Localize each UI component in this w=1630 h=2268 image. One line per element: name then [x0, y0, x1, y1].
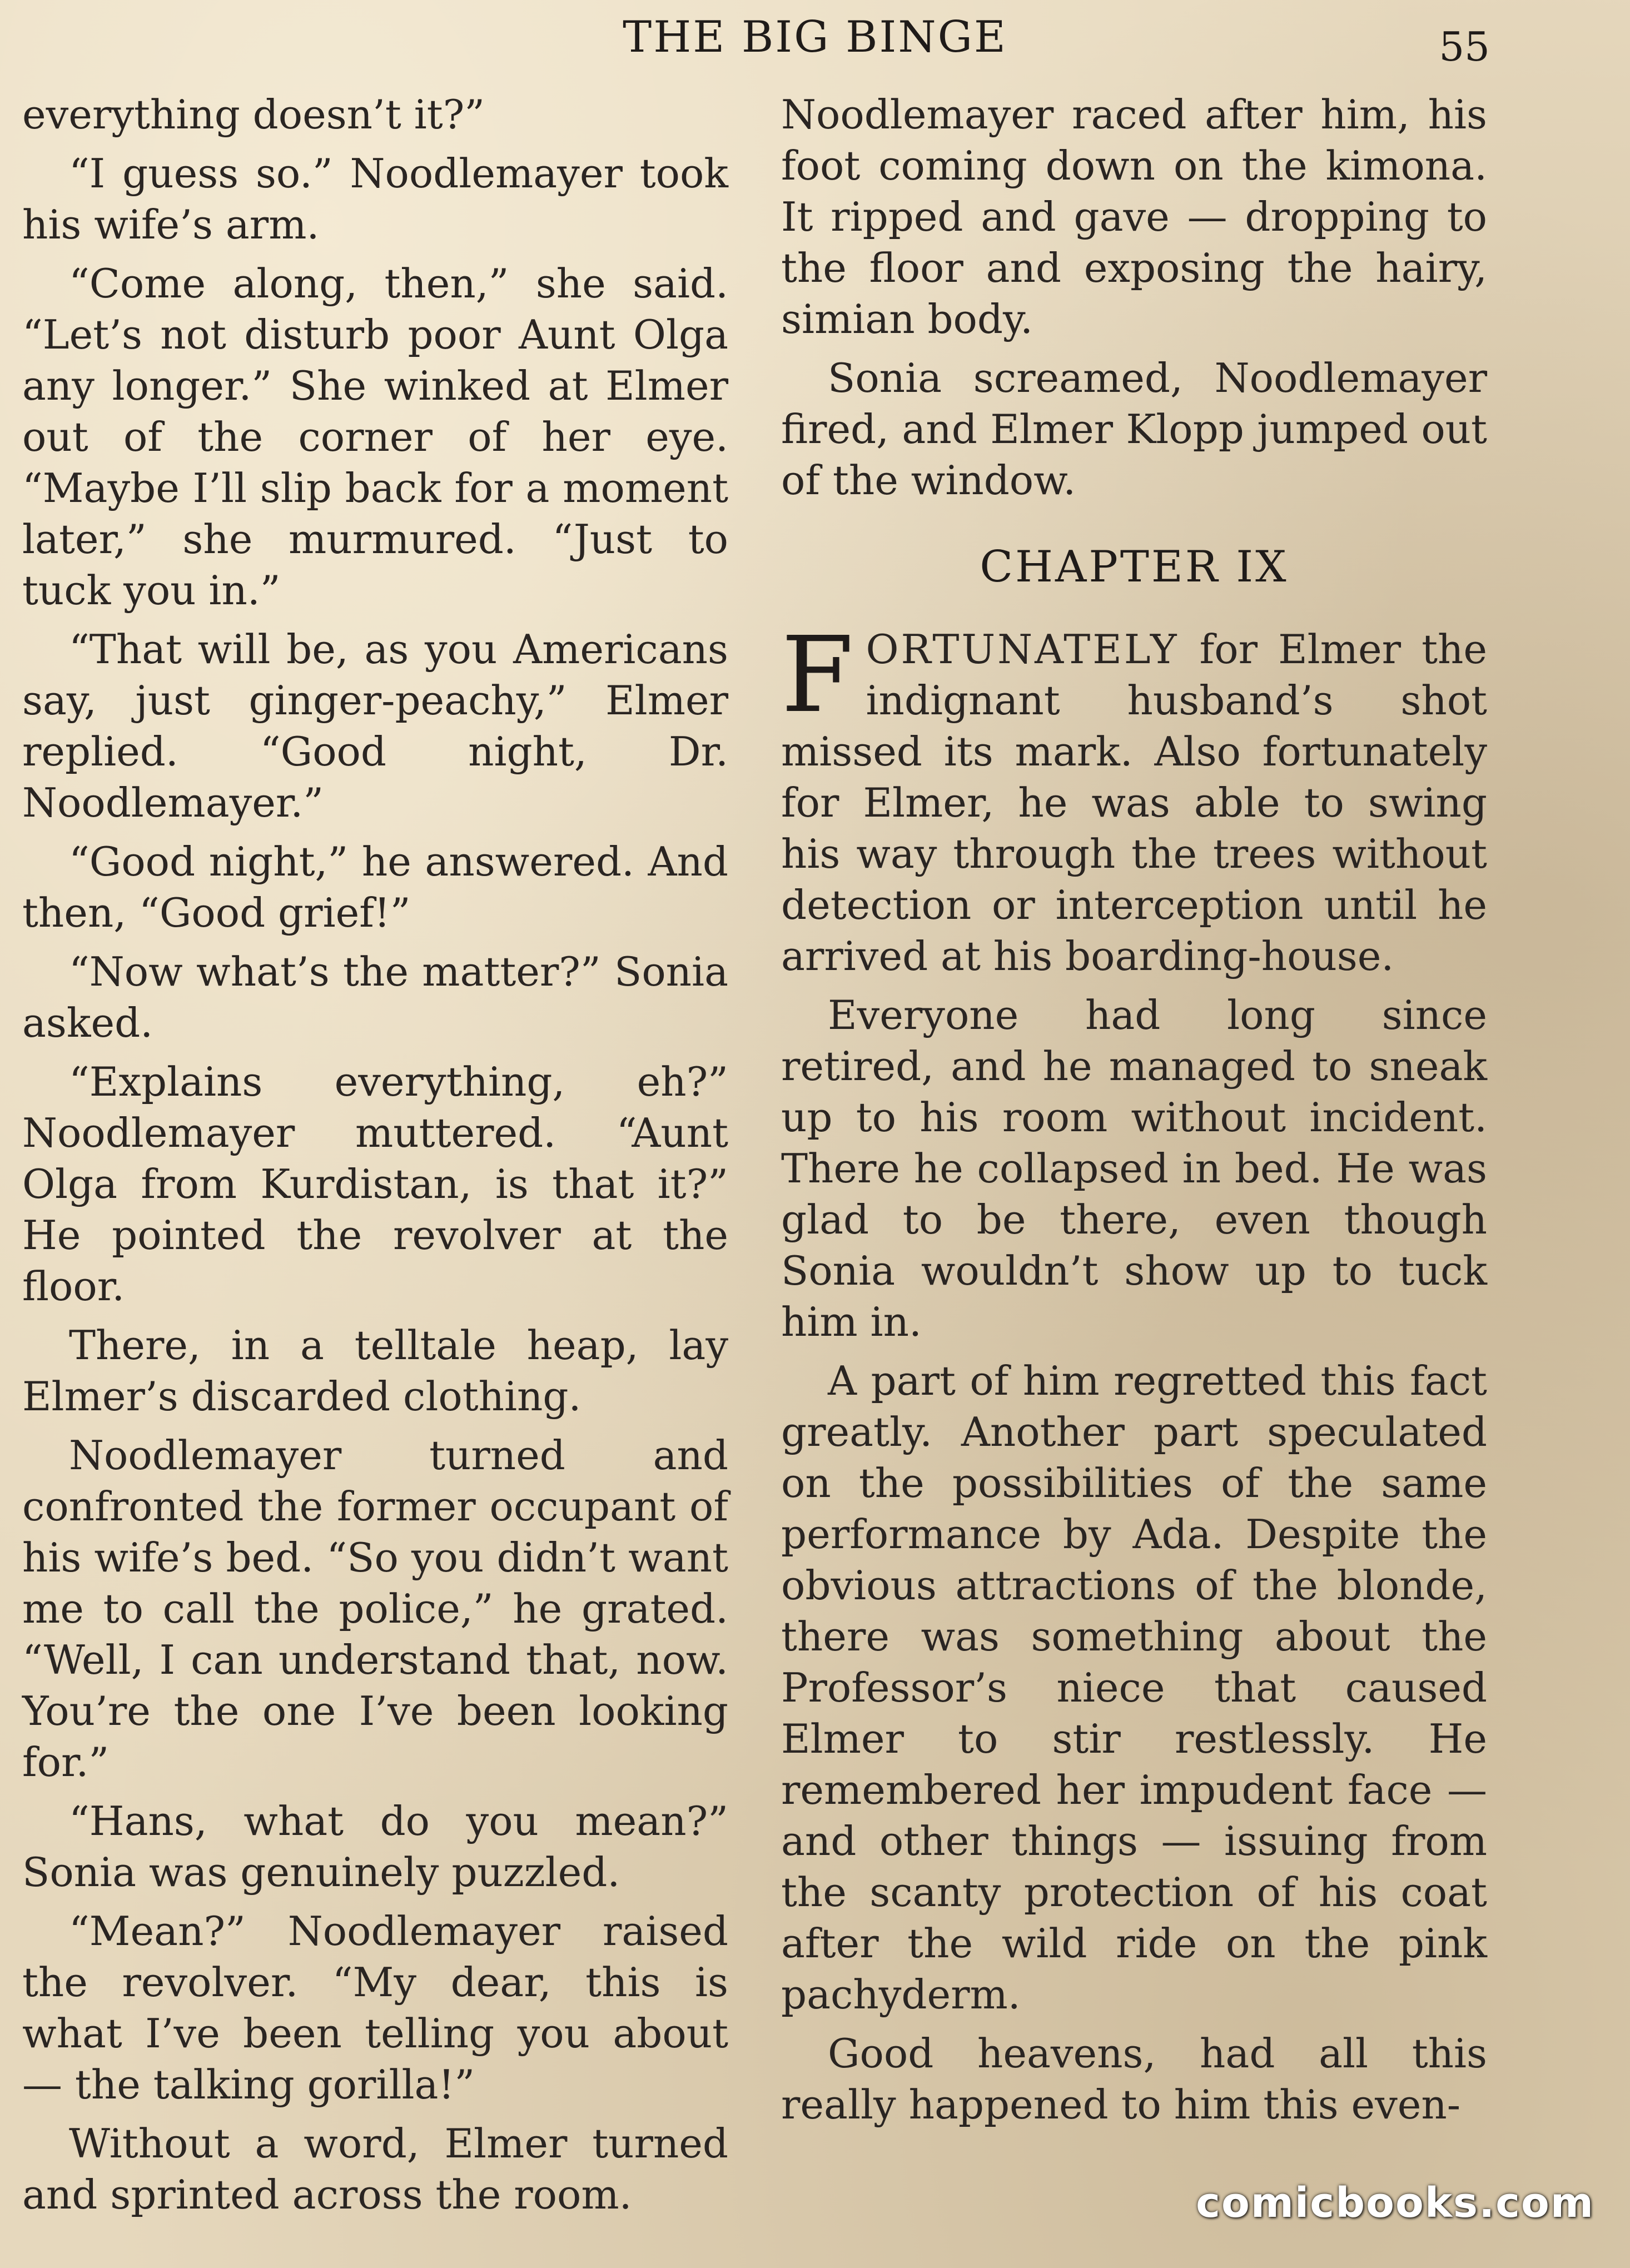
chapter-opening-paragraph: [781, 614, 1487, 982]
page-number: 55: [1439, 23, 1490, 70]
paragraph: everything doesn’t it?”: [22, 91, 485, 138]
drop-cap: F: [781, 614, 854, 736]
paragraph: “Mean?” Noodlemayer raised the revolver. “My dear, this is what I’ve been telling you about — the talking gorilla!”: [22, 1908, 728, 2108]
paragraph: “Explains everything, eh?” Noodlemayer muttered. “Aunt Olga from Kurdistan, is that it?” He pointed the revolver at the floor.: [22, 1058, 728, 1310]
paragraph: Everyone had long since retired, and he managed to sneak up to his room without incident. There he collapsed in bed. He was glad to be there, even though Sonia wouldn’t show up to tuck him in.: [781, 992, 1487, 1345]
paragraph: “Hans, what do you mean?” Sonia was genuinely puzzled.: [22, 1798, 728, 1896]
paragraph: “I guess so.” Noodlemayer took his wife’s arm.: [22, 150, 728, 248]
paragraph: “That will be, as you Americans say, just ginger-peachy,” Elmer replied. “Good night, Dr. Noodlemayer.”: [22, 626, 728, 826]
paragraph: A part of him regretted this fact greatly. Another part speculated on the possibilities of the same performance by Ada. Despite the obvious attractions of the blonde, there was something about the Professor’s niece that caused Elmer to stir restlessly. He remembered her impudent face — and other things — issuing from the scanty protection of his coat after the wild ride on the pink pachyderm.: [781, 1357, 1487, 2018]
site-watermark: comicbooks.com: [1196, 2179, 1594, 2227]
paragraph: “Good night,” he answered. And then, “Good grief!”: [22, 838, 728, 936]
paragraph: Sonia screamed, Noodlemayer fired, and Elmer Klopp jumped out of the window.: [781, 355, 1487, 504]
paragraph: “Now what’s the matter?” Sonia asked.: [22, 948, 728, 1046]
running-head: THE BIG BINGE: [623, 12, 1007, 62]
paragraph: Noodlemayer raced after him, his foot coming down on the kimona. It ripped and gave — dropping to the floor and exposing the hairy, simian body.: [781, 91, 1487, 342]
opening-paragraph-text: for Elmer the indignant husband’s shot missed its mark. Also fortunately for Elmer, he was able to swing his way through the trees without detection or interception until he arrived at his boarding-house.: [781, 626, 1487, 979]
opening-word: ORTUNATELY: [866, 626, 1179, 673]
paragraph: Good heavens, had all this really happened to him this even-: [781, 2030, 1487, 2128]
paragraph: Noodlemayer turned and confronted the former occupant of his wife’s bed. “So you didn’t want me to call the police,” he grated. “Well, I can understand that, now. You’re the one I’ve been looking for.”: [22, 1432, 728, 1785]
right-column: [781, 89, 1487, 2138]
paragraph: Without a word, Elmer turned and sprinted across the room.: [22, 2120, 728, 2218]
chapter-heading: CHAPTER IX: [980, 542, 1289, 592]
paragraph: “Come along, then,” she said. “Let’s not disturb poor Aunt Olga any longer.” She winked at Elmer out of the corner of her eye. “Maybe I’ll slip back for a moment later,” she murmured. “Just to tuck you in.”: [22, 260, 728, 614]
left-column: [22, 89, 728, 2228]
paragraph: There, in a telltale heap, lay Elmer’s discarded clothing.: [22, 1322, 728, 1420]
